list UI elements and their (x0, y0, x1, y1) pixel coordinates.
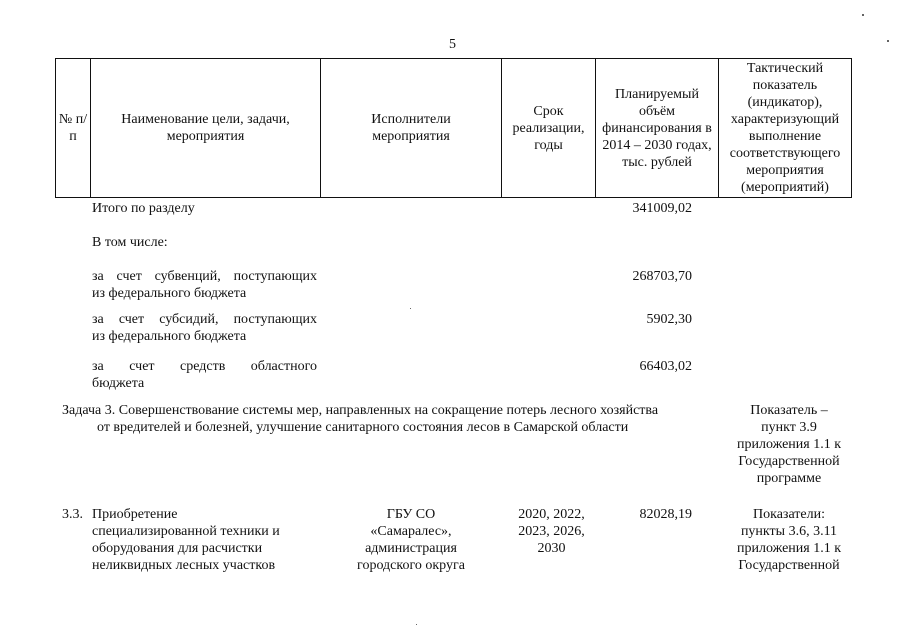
header-col-name: Наименование цели, задачи, мероприятия (121, 112, 290, 144)
header-col-indicator: Тактический показатель (индикатор), характеризующий выполнение соответствующего мероприятия (мероприятий) (729, 61, 841, 195)
row-3-3-executors (330, 506, 492, 574)
subsidy-line2: из федерального бюджета (92, 329, 247, 344)
task3-indicator-line: приложения 1.1 к (736, 437, 842, 452)
task3-indicator-line: Государственной (738, 454, 840, 469)
row-3-3-term (500, 506, 603, 557)
row-3-3-executor-line: городского округа (357, 558, 465, 573)
header-col-number: № п/п (58, 112, 88, 144)
scan-speck (416, 624, 417, 625)
row-3-3-executor-line: ГБУ СО (386, 507, 436, 522)
task3-indicator-line: пункт 3.9 (761, 420, 817, 435)
header-col-funding: Планируемый объём финансирования в 2014 – 2030 годах, тыс. рублей (602, 86, 712, 170)
row-3-3-indicator (722, 506, 856, 574)
row-3-3-funding: 82028,19 (639, 507, 692, 522)
regional-line1: за счет средств областного (92, 359, 317, 374)
row-3-3-term-line: 2020, 2022, (518, 507, 585, 522)
row-3-3-indicator-line: пункты 3.6, 3.11 (740, 524, 838, 539)
subsidy-line1: за счет субсидий, поступающих (92, 312, 317, 327)
row-3-3-indicator-line: Показатели: (753, 507, 825, 522)
row-3-3-executor-line: «Самаралес», (370, 524, 452, 539)
subvention-value: 268703,70 (632, 269, 692, 284)
row-3-3-number: 3.3. (62, 507, 83, 522)
row-3-3-indicator-line: приложения 1.1 к (736, 541, 842, 556)
scan-speck (862, 14, 864, 16)
task3-indicator-line: Показатель – (750, 403, 828, 418)
row-3-3-term-line: 2030 (537, 541, 566, 556)
subvention-line1: за счет субвенций, поступающих (92, 269, 317, 284)
regional-line2: бюджета (92, 376, 145, 391)
subvention-line2: из федерального бюджета (92, 286, 247, 301)
task3-indicator (722, 402, 856, 487)
row-3-3-name-line: неликвидных лесных участков (92, 558, 276, 573)
including-label: В том числе: (92, 235, 168, 250)
row-3-3-name-line: специализированной техники и (92, 524, 280, 539)
regional-value: 66403,02 (639, 359, 692, 374)
row-3-3-name-line: оборудования для расчистки (92, 541, 263, 556)
row-3-3-indicator-line: Государственной (738, 558, 840, 573)
row-3-3-executor-line: администрация (365, 541, 457, 556)
row-3-3-name (92, 506, 317, 574)
total-value: 341009,02 (632, 201, 692, 216)
task3-line2: от вредителей и болезней, улучшение санитарного состояния лесов в Самарской области (97, 420, 629, 435)
task3-line1: Задача 3. Совершенствование системы мер, направленных на сокращение потерь лесного хозяйства (62, 403, 659, 418)
page-number: 5 (449, 37, 456, 52)
row-3-3-name-line: Приобретение (92, 507, 178, 522)
scan-speck (887, 40, 889, 42)
total-label: Итого по разделу (92, 201, 195, 216)
task3-indicator-line: программе (756, 471, 822, 486)
row-3-3-term-line: 2023, 2026, (518, 524, 585, 539)
scan-speck (410, 308, 411, 309)
header-col-executors: Исполнители мероприятия (371, 112, 451, 144)
subsidy-value: 5902,30 (646, 312, 692, 327)
header-col-term: Срок реализации, годы (512, 103, 585, 153)
table-header (55, 58, 852, 198)
